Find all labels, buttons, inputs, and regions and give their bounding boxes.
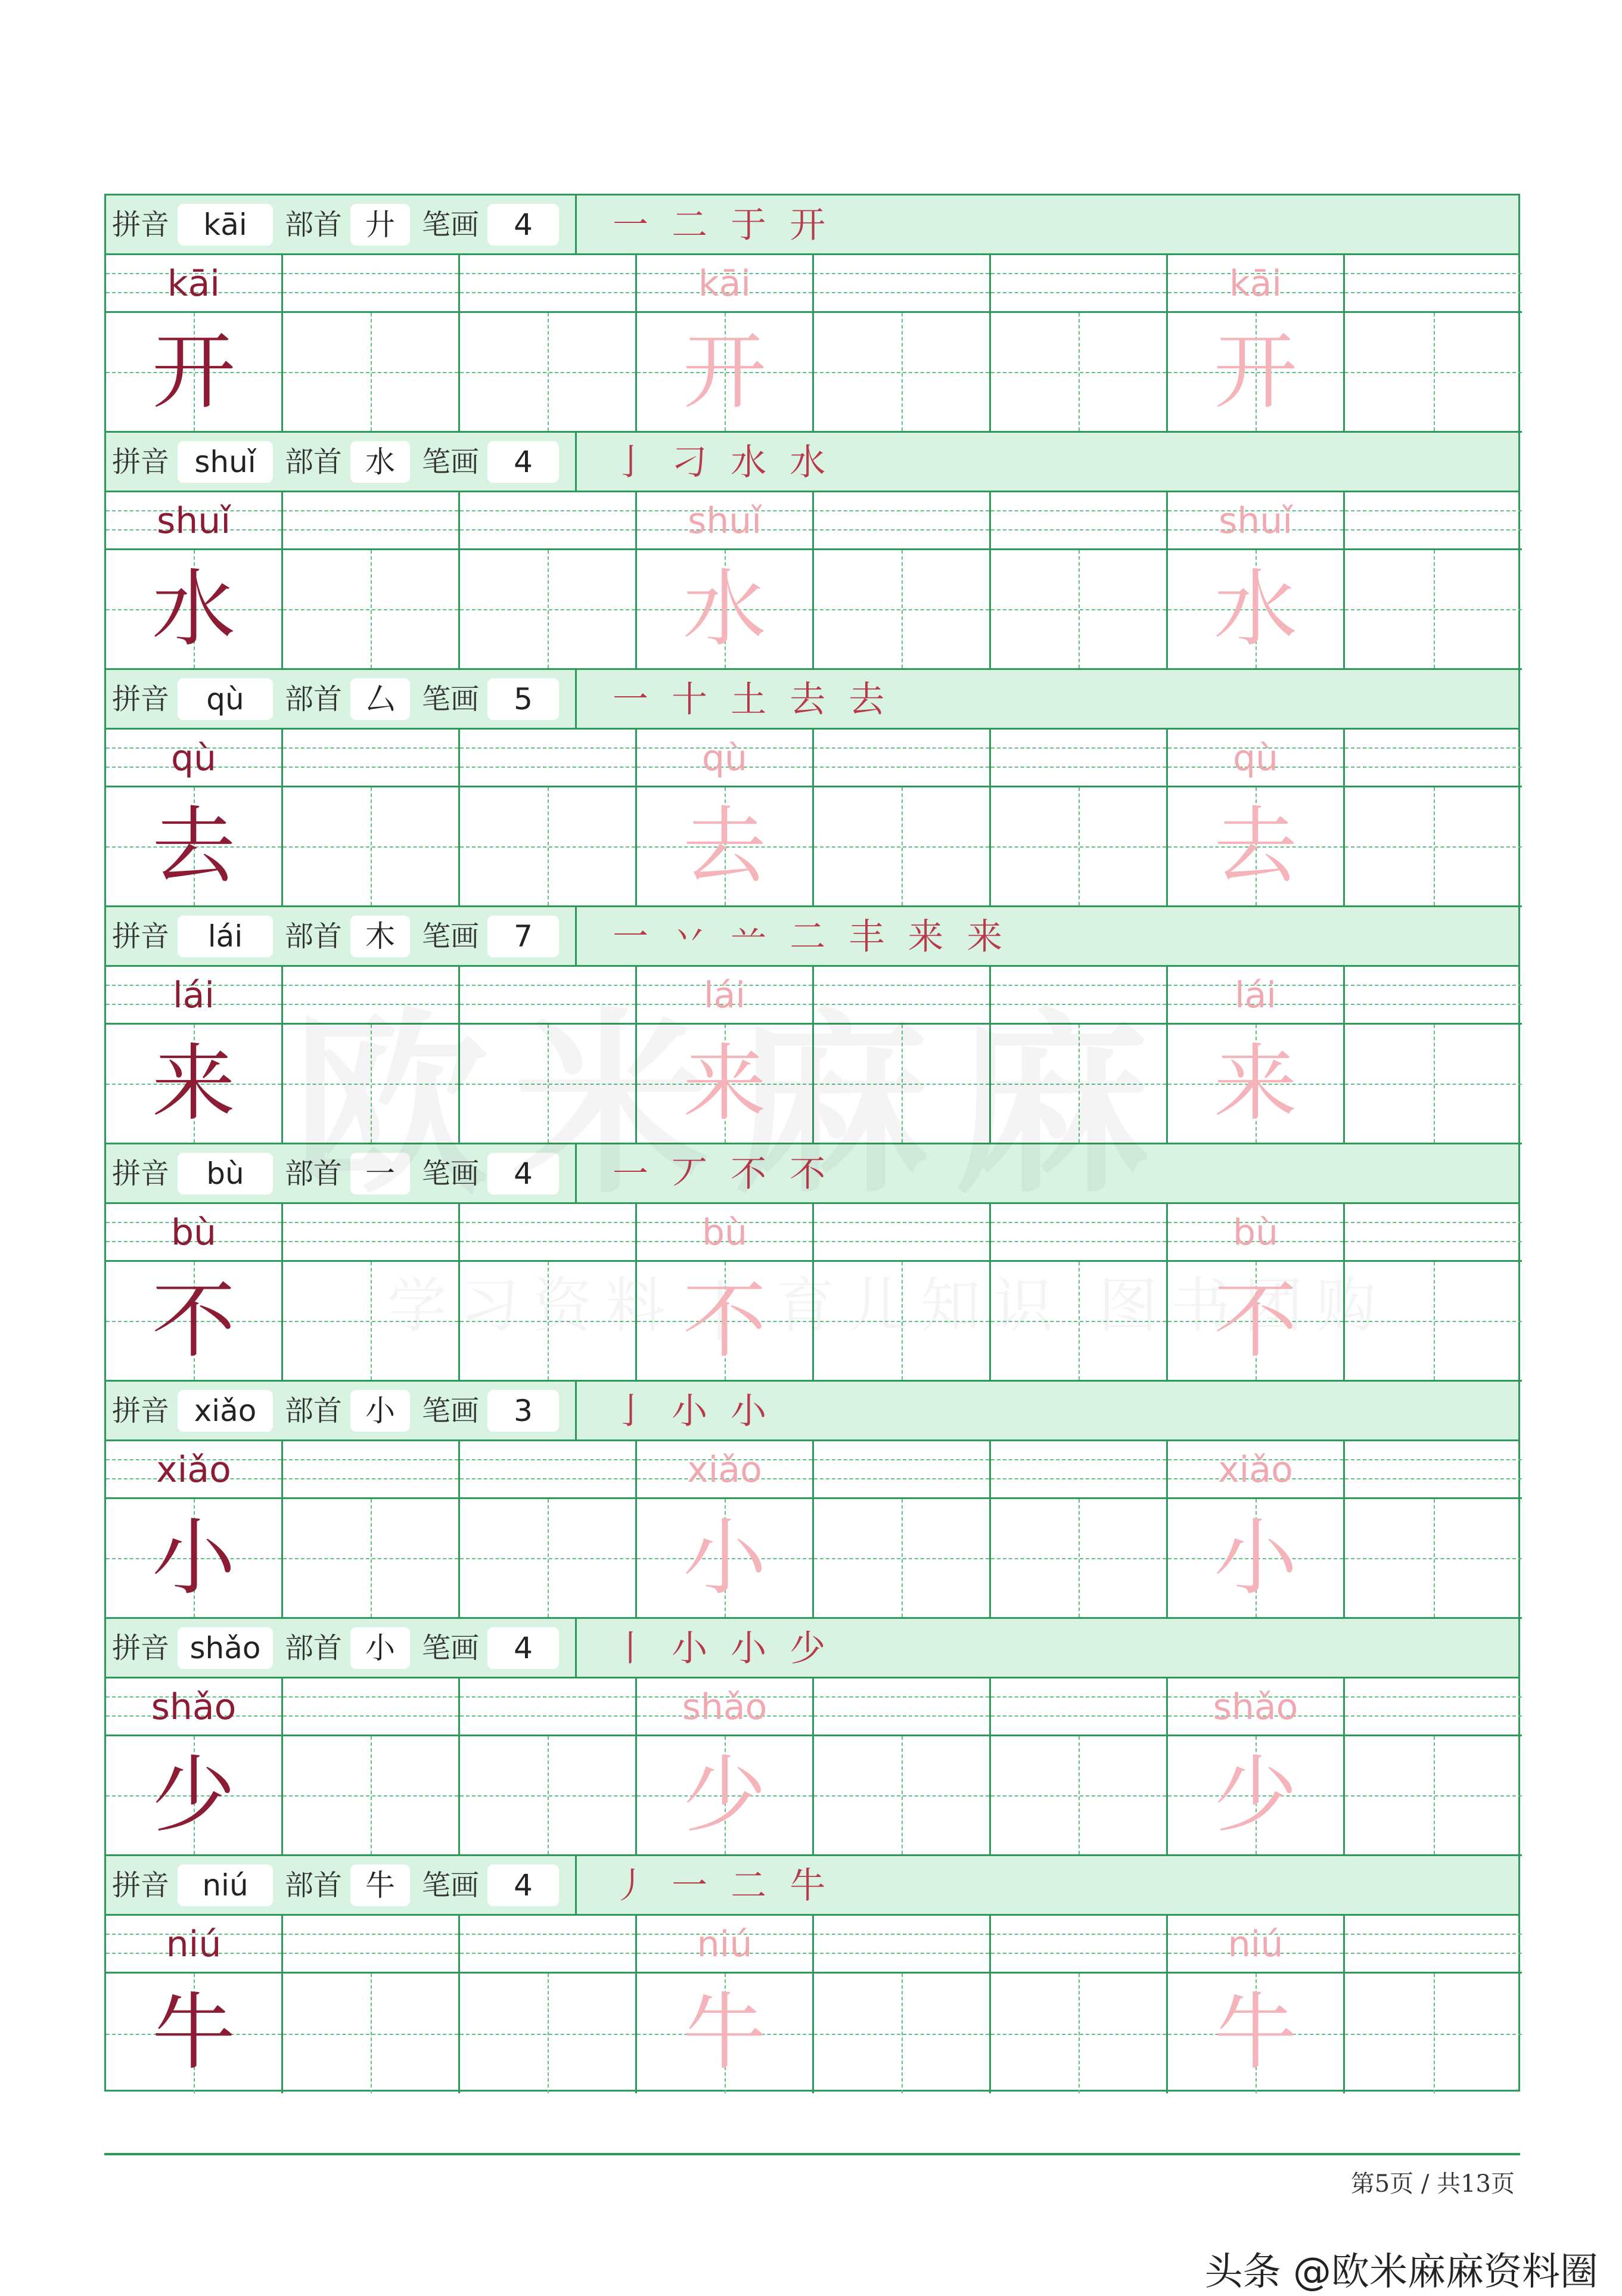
pinyin-value: lái (178, 916, 273, 957)
character-main: 去 (151, 798, 235, 895)
pinyin-main: xiǎo (156, 1449, 231, 1491)
character-trace-cell (637, 1736, 814, 1856)
pinyin-trace-cell (637, 1204, 814, 1262)
source-credit: 头条 @欧米麻麻资料圈 (1204, 2250, 1598, 2294)
pinyin-main: shǎo (151, 1686, 237, 1728)
character-trace-cell (637, 1499, 814, 1619)
character-trace: 少 (682, 1747, 766, 1844)
pinyin-value: xiǎo (178, 1390, 273, 1432)
character-practice-cell (814, 550, 991, 670)
pinyin-trace: niú (697, 1923, 753, 1965)
radical-value: 小 (350, 1390, 410, 1432)
pinyin-practice-cell (1345, 967, 1522, 1025)
pinyin-cell (106, 1204, 283, 1262)
pinyin-main: lái (172, 975, 215, 1016)
character-trace-cell (1168, 313, 1345, 433)
pinyin-trace-cell (1168, 1204, 1345, 1262)
info-panel (106, 1382, 577, 1439)
pinyin-cell (106, 492, 283, 550)
strokes-label: 笔画 (422, 208, 480, 241)
character-trace: 开 (1213, 324, 1297, 421)
character-practice-cell (814, 1736, 991, 1856)
character-trace-cell (637, 1262, 814, 1382)
info-panel (106, 907, 577, 965)
pinyin-practice-cell (814, 1441, 991, 1499)
pinyin-trace-cell (1168, 492, 1345, 550)
info-row (106, 1856, 1518, 1916)
radical-value: 牛 (350, 1864, 410, 1906)
character-main: 来 (151, 1035, 235, 1133)
character-practice-cell (460, 1262, 637, 1382)
info-row (106, 1382, 1518, 1441)
pinyin-practice-cell (1345, 492, 1522, 550)
pinyin-practice-cell (814, 1204, 991, 1262)
pinyin-practice-cell (991, 1204, 1168, 1262)
stroke-order: 一 十 土 去 去 (613, 679, 891, 721)
character-trace-cell (637, 313, 814, 433)
character-practice-cell (283, 1025, 460, 1144)
pinyin-trace-cell (637, 730, 814, 787)
pinyin-cell (106, 967, 283, 1025)
strokes-label: 笔画 (422, 1157, 480, 1190)
pinyin-trace-cell (1168, 1678, 1345, 1736)
pinyin-trace-cell (1168, 1441, 1345, 1499)
pinyin-practice-cell (991, 492, 1168, 550)
character-practice-cell (991, 787, 1168, 907)
pinyin-trace-cell (637, 1916, 814, 1974)
character-practice-cell (814, 313, 991, 433)
stroke-count: 4 (487, 1864, 559, 1906)
character-practice-cell (1345, 1262, 1522, 1382)
character-trace: 牛 (682, 1984, 766, 2081)
character-trace-cell (1168, 1025, 1345, 1144)
character-trace-cell (1168, 787, 1345, 907)
pinyin-trace: lái (703, 975, 746, 1016)
radical-label: 部首 (285, 920, 343, 953)
pinyin-practice-cell (283, 1204, 460, 1262)
info-panel (106, 1144, 577, 1202)
pinyin-label: 拼音 (112, 1631, 170, 1665)
pinyin-main: kāi (167, 263, 220, 305)
pinyin-practice-cell (814, 1916, 991, 1974)
pinyin-practice-cell (460, 1678, 637, 1736)
character-practice-cell (1345, 787, 1522, 907)
pinyin-trace-cell (1168, 255, 1345, 313)
character-cell (106, 1262, 283, 1382)
strokes-label: 笔画 (422, 682, 480, 716)
character-practice-cell (1345, 1499, 1522, 1619)
pinyin-practice-cell (1345, 1916, 1522, 1974)
radical-label: 部首 (285, 1631, 343, 1665)
pinyin-trace: xiǎo (1218, 1449, 1293, 1491)
stroke-order: 丨 小 小 少 (613, 1628, 832, 1670)
radical-label: 部首 (285, 208, 343, 241)
character-trace: 水 (682, 561, 766, 658)
info-panel (106, 670, 577, 728)
pinyin-practice-cell (991, 1916, 1168, 1974)
character-practice-cell (1345, 313, 1522, 433)
character-trace-cell (1168, 550, 1345, 670)
character-trace-cell (1168, 1499, 1345, 1619)
character-main: 不 (151, 1273, 235, 1370)
pinyin-value: niú (178, 1864, 273, 1906)
character-main: 小 (151, 1510, 235, 1607)
pinyin-cell (106, 1678, 283, 1736)
character-trace: 开 (682, 324, 766, 421)
pinyin-trace-cell (1168, 1916, 1345, 1974)
radical-label: 部首 (285, 1394, 343, 1428)
strokes-label: 笔画 (422, 1394, 480, 1428)
character-cell (106, 1736, 283, 1856)
character-block (106, 196, 1518, 433)
character-practice-cell (1345, 1025, 1522, 1144)
pinyin-practice-cell (283, 730, 460, 787)
character-practice-cell (283, 1262, 460, 1382)
pinyin-practice-cell (1345, 255, 1522, 313)
pinyin-practice-cell (460, 1441, 637, 1499)
character-practice-cell (991, 1262, 1168, 1382)
stroke-order: 一 丷 䒑 二 丰 来 来 (613, 916, 1009, 958)
pinyin-practice-cell (1345, 730, 1522, 787)
radical-label: 部首 (285, 445, 343, 479)
radical-value: 一 (350, 1153, 410, 1194)
stroke-count: 4 (487, 204, 559, 246)
pinyin-practice-cell (283, 967, 460, 1025)
character-trace-cell (637, 787, 814, 907)
character-practice-cell (814, 1499, 991, 1619)
character-trace-cell (1168, 1974, 1345, 2093)
character-block (106, 1144, 1518, 1382)
character-practice-cell (460, 1025, 637, 1144)
radical-value: 厶 (350, 678, 410, 720)
pinyin-practice-cell (991, 730, 1168, 787)
pinyin-trace-cell (1168, 730, 1345, 787)
character-cell (106, 787, 283, 907)
character-trace-cell (637, 1974, 814, 2093)
character-cell (106, 1499, 283, 1619)
strokes-label: 笔画 (422, 1869, 480, 1902)
radical-label: 部首 (285, 682, 343, 716)
pinyin-main: qù (170, 737, 217, 779)
pinyin-value: qù (178, 678, 273, 720)
character-block (106, 433, 1518, 670)
pinyin-value: shuǐ (178, 441, 273, 483)
pinyin-trace: niú (1228, 1923, 1284, 1965)
pinyin-cell (106, 1441, 283, 1499)
character-practice-cell (460, 1499, 637, 1619)
pinyin-label: 拼音 (112, 445, 170, 479)
character-cell (106, 1974, 283, 2093)
pinyin-trace: shǎo (1213, 1686, 1298, 1728)
character-practice-cell (283, 1499, 460, 1619)
character-practice-cell (814, 787, 991, 907)
pinyin-practice-cell (814, 967, 991, 1025)
character-practice-cell (1345, 1974, 1522, 2093)
pinyin-practice-cell (991, 1678, 1168, 1736)
pinyin-trace: shuǐ (688, 500, 762, 542)
character-cell (106, 313, 283, 433)
stroke-count: 4 (487, 441, 559, 483)
pinyin-label: 拼音 (112, 1394, 170, 1428)
pinyin-practice-cell (460, 967, 637, 1025)
pinyin-main: niú (166, 1923, 222, 1965)
character-practice-cell (460, 787, 637, 907)
pinyin-practice-cell (460, 730, 637, 787)
character-practice-cell (460, 550, 637, 670)
pinyin-practice-cell (814, 492, 991, 550)
character-cell (106, 1025, 283, 1144)
pinyin-practice-cell (460, 492, 637, 550)
character-block (106, 670, 1518, 907)
character-trace: 水 (1213, 561, 1297, 658)
pinyin-practice-cell (283, 1916, 460, 1974)
info-panel (106, 196, 577, 253)
character-trace-cell (637, 550, 814, 670)
pinyin-trace: qù (701, 737, 748, 779)
character-trace: 来 (1213, 1035, 1297, 1133)
character-trace: 去 (1213, 798, 1297, 895)
character-trace: 小 (682, 1510, 766, 1607)
character-trace-cell (1168, 1736, 1345, 1856)
info-row (106, 1619, 1518, 1678)
pinyin-cell (106, 255, 283, 313)
character-block (106, 907, 1518, 1144)
stroke-count: 5 (487, 678, 559, 720)
stroke-order: 亅 刁 水 水 (613, 442, 832, 483)
stroke-order: 丿 一 二 牛 (613, 1865, 832, 1907)
info-row (106, 196, 1518, 255)
pinyin-label: 拼音 (112, 682, 170, 716)
character-block (106, 1382, 1518, 1619)
radical-label: 部首 (285, 1157, 343, 1190)
pinyin-trace-cell (637, 255, 814, 313)
character-practice-cell (1345, 550, 1522, 670)
pinyin-practice-cell (283, 1441, 460, 1499)
pinyin-trace-cell (637, 1678, 814, 1736)
pinyin-main: bù (170, 1212, 217, 1254)
character-main: 开 (151, 324, 235, 421)
radical-value: 水 (350, 441, 410, 483)
pinyin-practice-cell (1345, 1678, 1522, 1736)
character-practice-cell (283, 787, 460, 907)
character-cell (106, 550, 283, 670)
character-trace-cell (637, 1025, 814, 1144)
pinyin-practice-cell (814, 730, 991, 787)
character-trace: 不 (1213, 1273, 1297, 1370)
info-row (106, 907, 1518, 967)
pinyin-trace: kāi (698, 263, 751, 305)
pinyin-trace: shuǐ (1219, 500, 1292, 542)
pinyin-label: 拼音 (112, 1157, 170, 1190)
character-practice-cell (814, 1974, 991, 2093)
character-practice-cell (460, 1736, 637, 1856)
stroke-order: 一 二 于 开 (613, 204, 832, 246)
radical-value: 小 (350, 1627, 410, 1669)
info-row (106, 670, 1518, 730)
character-trace: 来 (682, 1035, 766, 1133)
pinyin-label: 拼音 (112, 920, 170, 953)
info-panel (106, 433, 577, 491)
strokes-label: 笔画 (422, 920, 480, 953)
character-trace: 少 (1213, 1747, 1297, 1844)
pinyin-practice-cell (991, 1441, 1168, 1499)
radical-value: 廾 (350, 204, 410, 246)
stroke-order: 亅 小 小 (613, 1391, 773, 1432)
character-main: 少 (151, 1747, 235, 1844)
pinyin-practice-cell (1345, 1441, 1522, 1499)
pinyin-trace: lái (1234, 975, 1277, 1016)
pinyin-cell (106, 1916, 283, 1974)
radical-value: 木 (350, 916, 410, 957)
pinyin-cell (106, 730, 283, 787)
stroke-order: 一 丆 不 不 (613, 1153, 832, 1195)
stroke-count: 7 (487, 916, 559, 957)
character-practice-cell (283, 313, 460, 433)
pinyin-practice-cell (460, 255, 637, 313)
pinyin-value: bù (178, 1153, 273, 1194)
pinyin-trace: kāi (1229, 263, 1282, 305)
pinyin-trace-cell (1168, 967, 1345, 1025)
pinyin-label: 拼音 (112, 208, 170, 241)
pinyin-practice-cell (283, 1678, 460, 1736)
pinyin-value: shǎo (178, 1627, 273, 1669)
pinyin-trace: shǎo (682, 1686, 768, 1728)
info-panel (106, 1619, 577, 1677)
character-practice-cell (814, 1262, 991, 1382)
character-block (106, 1619, 1518, 1856)
strokes-label: 笔画 (422, 445, 480, 479)
pinyin-trace-cell (637, 1441, 814, 1499)
info-row (106, 433, 1518, 492)
practice-sheet (104, 194, 1520, 2092)
pinyin-practice-cell (283, 492, 460, 550)
footer-divider (104, 2153, 1520, 2155)
stroke-count: 3 (487, 1390, 559, 1432)
pinyin-practice-cell (1345, 1204, 1522, 1262)
character-trace-cell (1168, 1262, 1345, 1382)
stroke-count: 4 (487, 1627, 559, 1669)
character-main: 水 (151, 561, 235, 658)
pinyin-practice-cell (814, 255, 991, 313)
character-practice-cell (283, 1974, 460, 2093)
character-practice-cell (991, 1974, 1168, 2093)
pinyin-trace: xiǎo (687, 1449, 762, 1491)
pinyin-label: 拼音 (112, 1869, 170, 1902)
radical-label: 部首 (285, 1869, 343, 1902)
character-practice-cell (460, 1974, 637, 2093)
info-row (106, 1144, 1518, 1204)
character-practice-cell (991, 550, 1168, 670)
pinyin-trace-cell (637, 492, 814, 550)
strokes-label: 笔画 (422, 1631, 480, 1665)
pinyin-trace: qù (1232, 737, 1279, 779)
character-block (106, 1856, 1518, 2093)
pinyin-practice-cell (460, 1916, 637, 1974)
stroke-count: 4 (487, 1153, 559, 1194)
pinyin-main: shuǐ (157, 500, 231, 542)
pinyin-trace: bù (1232, 1212, 1279, 1254)
character-practice-cell (991, 1736, 1168, 1856)
pinyin-value: kāi (178, 204, 273, 246)
character-practice-cell (460, 313, 637, 433)
character-practice-cell (1345, 1736, 1522, 1856)
character-trace: 小 (1213, 1510, 1297, 1607)
pinyin-practice-cell (283, 255, 460, 313)
character-practice-cell (991, 1499, 1168, 1619)
pinyin-practice-cell (991, 255, 1168, 313)
character-practice-cell (283, 1736, 460, 1856)
character-trace: 去 (682, 798, 766, 895)
character-trace: 牛 (1213, 1984, 1297, 2081)
character-trace: 不 (682, 1273, 766, 1370)
character-practice-cell (283, 550, 460, 670)
info-panel (106, 1856, 577, 1914)
character-practice-cell (991, 1025, 1168, 1144)
pinyin-practice-cell (460, 1204, 637, 1262)
character-practice-cell (991, 313, 1168, 433)
character-main: 牛 (151, 1984, 235, 2081)
pinyin-trace: bù (701, 1212, 748, 1254)
pinyin-practice-cell (991, 967, 1168, 1025)
page-number: 第5页 / 共13页 (1350, 2170, 1515, 2198)
pinyin-trace-cell (637, 967, 814, 1025)
character-practice-cell (814, 1025, 991, 1144)
pinyin-practice-cell (814, 1678, 991, 1736)
